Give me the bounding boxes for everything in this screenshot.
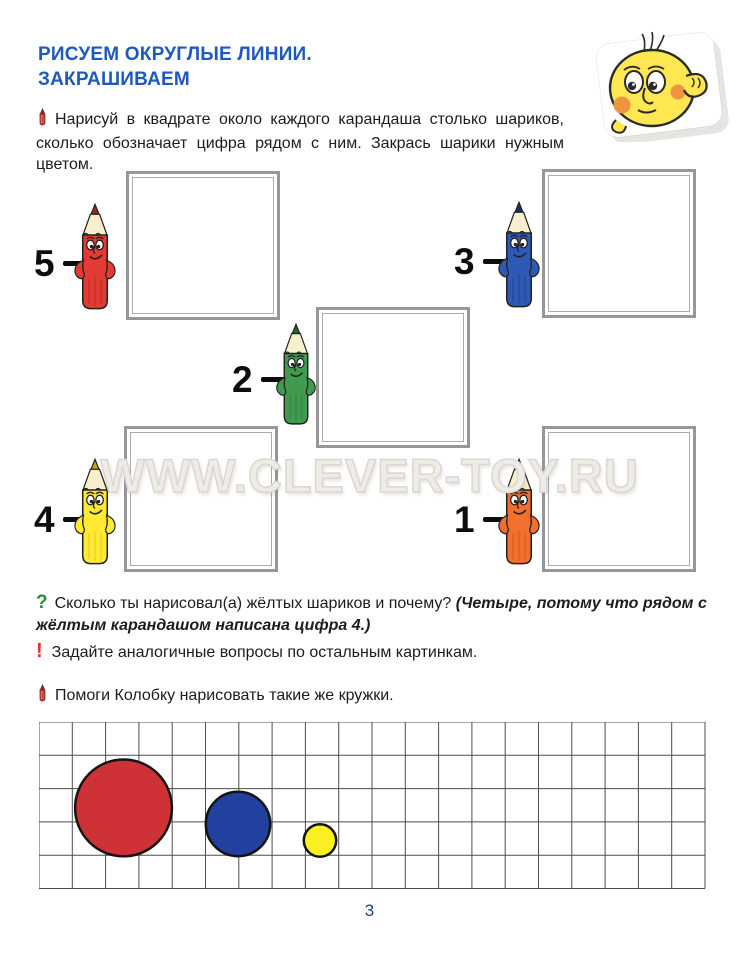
orange-pencil-character bbox=[496, 457, 542, 574]
question-mark-icon: ? bbox=[36, 592, 48, 613]
drawing-square-inner-frame bbox=[130, 432, 272, 566]
answer-text: (Четыре, потому что рядом с жёлтым карандашом написана цифра 4.) bbox=[36, 595, 707, 634]
red-pencil-character bbox=[72, 202, 118, 319]
number-label: 1 bbox=[454, 499, 475, 540]
drawing-square-orange bbox=[542, 426, 696, 572]
drawing-square-inner-frame bbox=[548, 175, 690, 312]
instruction-text-content: Нарисуй в квадрате около каждого карандаша столько шариков, сколько обозначает цифра рядом с ним. Закрась шарики нужным цветом. bbox=[36, 111, 564, 173]
note-text: Задайте аналогичные вопросы по остальным картинкам. bbox=[51, 644, 478, 661]
green-pencil-character bbox=[274, 322, 318, 434]
number-label: 5 bbox=[34, 243, 55, 284]
yellow-pencil-character bbox=[72, 457, 118, 574]
drawing-square-yellow bbox=[124, 426, 278, 572]
number-label: 4 bbox=[34, 499, 55, 540]
page-title-line1: РИСУЕМ ОКРУГЛЫЕ ЛИНИИ. bbox=[38, 44, 312, 65]
exclamation-icon: ! bbox=[36, 640, 43, 662]
second-task-text: Помоги Колобку нарисовать такие же кружки. bbox=[55, 687, 394, 704]
page-number: 3 bbox=[364, 901, 375, 920]
drawing-square-inner-frame bbox=[322, 313, 464, 442]
number-label: 3 bbox=[454, 241, 475, 282]
number-label: 2 bbox=[232, 359, 253, 400]
drawing-square-inner-frame bbox=[548, 432, 690, 566]
drawing-square-inner-frame bbox=[132, 177, 274, 314]
drawing-square-green bbox=[316, 307, 470, 448]
watermark: WWW.CLEVER-TOY.RU bbox=[100, 449, 639, 502]
drawing-square-blue bbox=[542, 169, 696, 318]
page-title-line2: ЗАКРАШИВАЕМ bbox=[38, 69, 190, 90]
drawing-square-red bbox=[126, 171, 280, 320]
question-text: Сколько ты нарисовал(а) жёлтых шариков и почему? bbox=[54, 595, 452, 612]
blue-pencil-character bbox=[496, 200, 542, 317]
